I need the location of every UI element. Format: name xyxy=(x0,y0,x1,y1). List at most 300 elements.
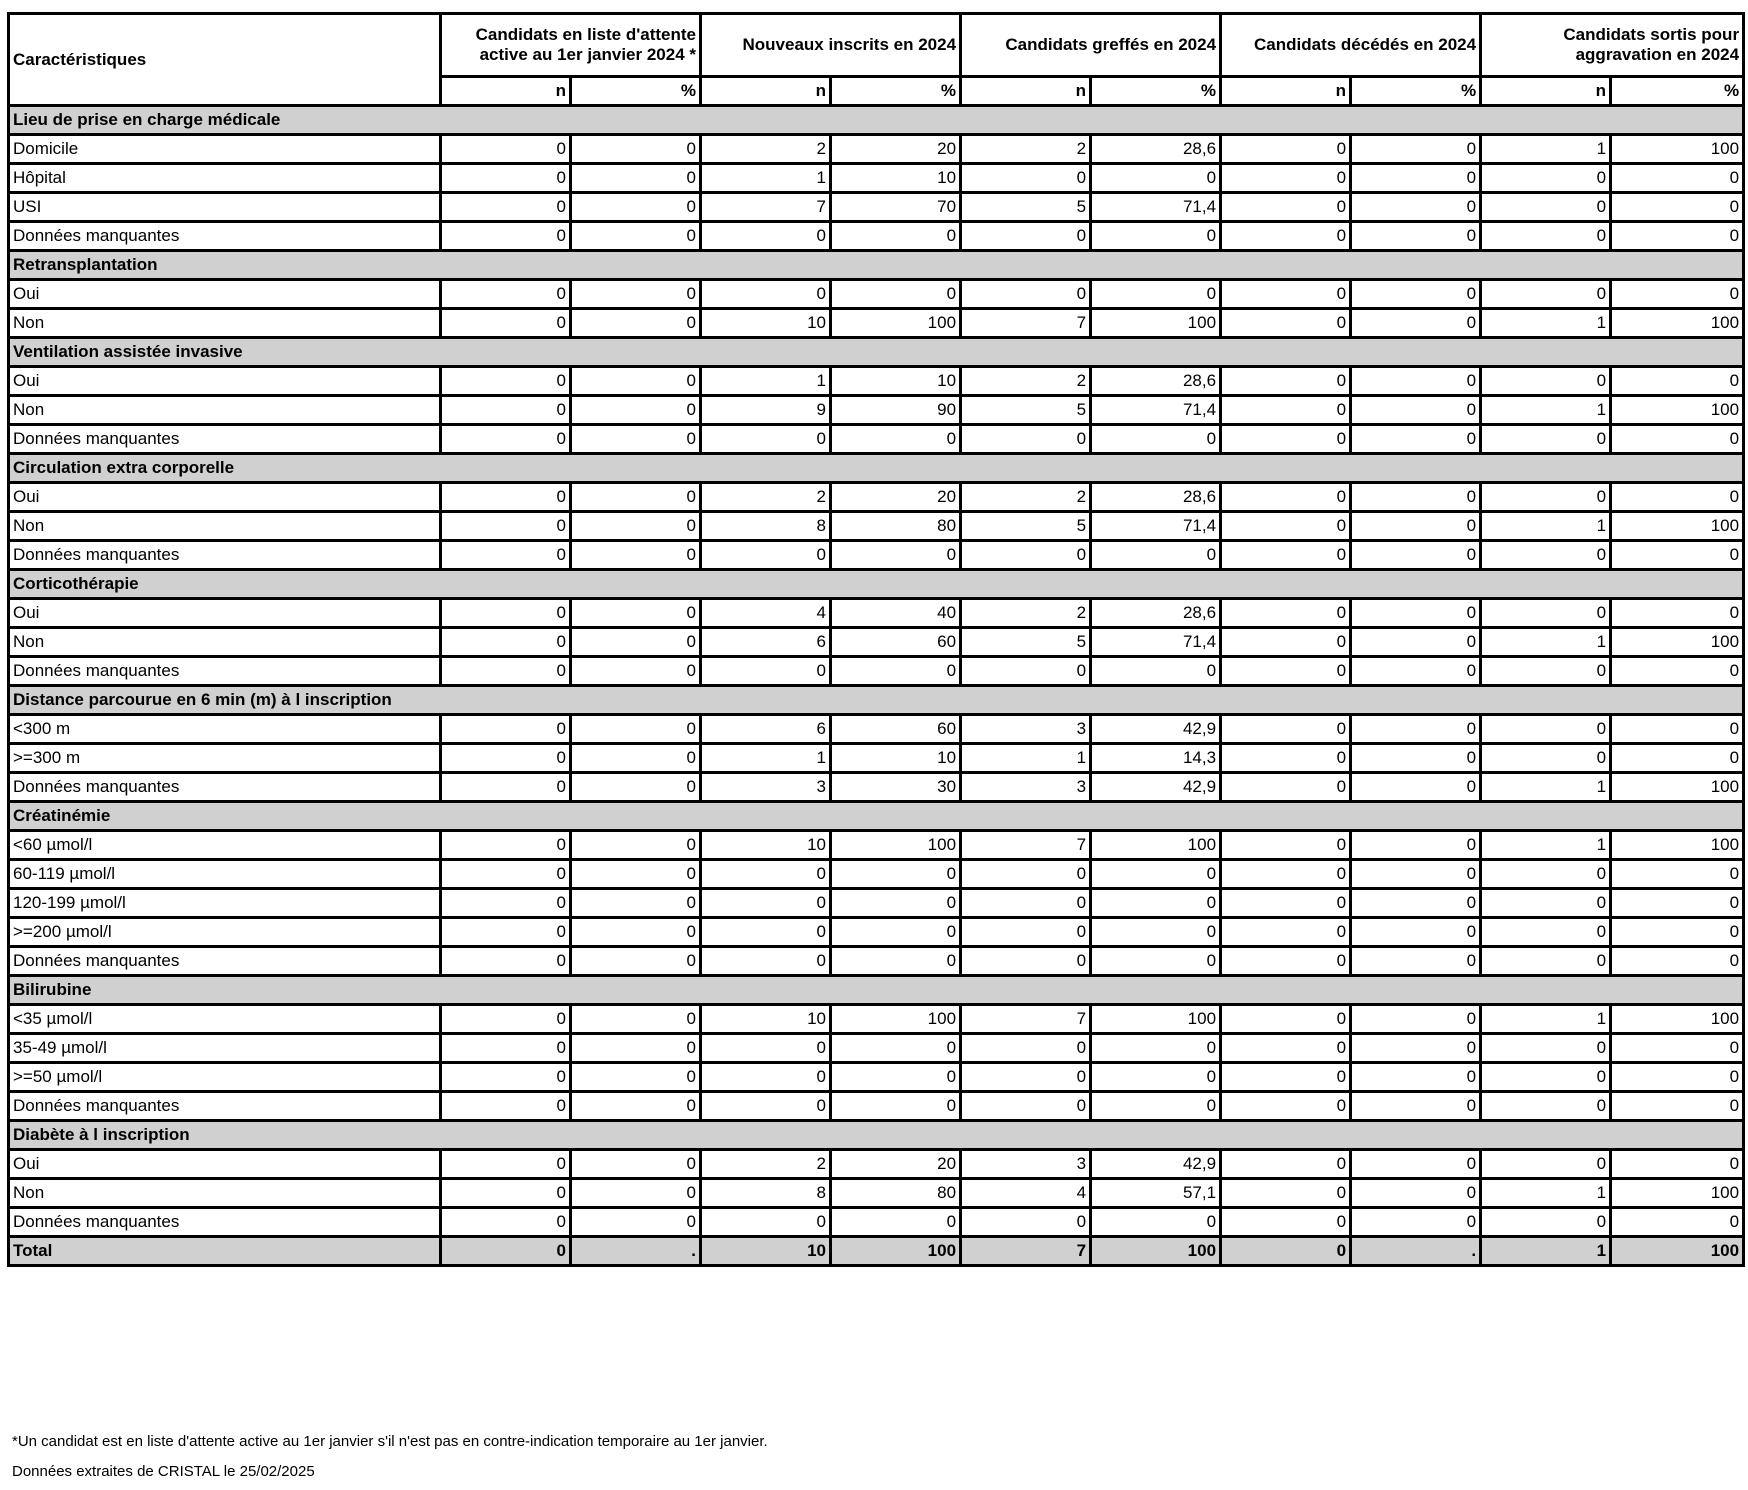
cell-percent: 0 xyxy=(1611,918,1744,947)
cell-percent: 0 xyxy=(1091,1063,1221,1092)
table-row xyxy=(9,425,1744,454)
cell-percent: 0 xyxy=(831,1034,961,1063)
cell-n: 7 xyxy=(961,1237,1091,1266)
cell-n: 0 xyxy=(1221,367,1351,396)
cell-n: 0 xyxy=(441,860,571,889)
cell-n: 7 xyxy=(961,1005,1091,1034)
cell-n: 0 xyxy=(1481,889,1611,918)
cell-n: 0 xyxy=(441,1063,571,1092)
row-label: Total xyxy=(9,1237,441,1266)
cell-percent: 0 xyxy=(1091,860,1221,889)
table-row xyxy=(9,1005,1744,1034)
cell-n: 0 xyxy=(1221,1150,1351,1179)
cell-n: 0 xyxy=(441,1034,571,1063)
cell-percent: 0 xyxy=(571,396,701,425)
cell-n: 2 xyxy=(961,599,1091,628)
table-row xyxy=(9,396,1744,425)
cell-n: 2 xyxy=(701,135,831,164)
subheader-n: n xyxy=(1221,77,1351,106)
cell-n: 0 xyxy=(441,367,571,396)
cell-n: 6 xyxy=(701,628,831,657)
cell-percent: 0 xyxy=(571,1208,701,1237)
row-label: USI xyxy=(9,193,441,222)
cell-percent: 0 xyxy=(1611,715,1744,744)
table-row xyxy=(9,193,1744,222)
row-label: <300 m xyxy=(9,715,441,744)
table-row xyxy=(9,744,1744,773)
cell-n: 0 xyxy=(1481,222,1611,251)
cell-percent: 0 xyxy=(571,628,701,657)
cell-n: 0 xyxy=(1221,309,1351,338)
cell-n: 0 xyxy=(441,1005,571,1034)
cell-n: 0 xyxy=(441,309,571,338)
cell-percent: 0 xyxy=(1351,860,1481,889)
cell-percent: 42,9 xyxy=(1091,715,1221,744)
cell-percent: 80 xyxy=(831,1179,961,1208)
cell-n: 4 xyxy=(701,599,831,628)
cell-n: 0 xyxy=(441,280,571,309)
row-label: >=50 µmol/l xyxy=(9,1063,441,1092)
cell-percent: 0 xyxy=(1611,280,1744,309)
table-row xyxy=(9,657,1744,686)
subheader-percent: % xyxy=(831,77,961,106)
table-row xyxy=(9,512,1744,541)
cell-n: 1 xyxy=(961,744,1091,773)
cell-percent: 80 xyxy=(831,512,961,541)
cell-n: 2 xyxy=(961,135,1091,164)
section-header-row xyxy=(9,106,1744,135)
header-worsening-exit: Candidats sortis pour aggravation en 2024 xyxy=(1481,14,1744,77)
row-label: Données manquantes xyxy=(9,947,441,976)
cell-percent: 0 xyxy=(1351,1208,1481,1237)
cell-percent: 71,4 xyxy=(1091,512,1221,541)
row-label: Non xyxy=(9,628,441,657)
cell-n: 0 xyxy=(1221,222,1351,251)
section-title: Distance parcourue en 6 min (m) à l inscription xyxy=(9,686,1744,715)
cell-percent: 40 xyxy=(831,599,961,628)
cell-n: 1 xyxy=(701,164,831,193)
row-label: Oui xyxy=(9,1150,441,1179)
cell-percent: 30 xyxy=(831,773,961,802)
section-title: Corticothérapie xyxy=(9,570,1744,599)
cell-percent: 0 xyxy=(831,889,961,918)
footnote: *Un candidat est en liste d'attente active au 1er janvier s'il n'est pas en contre-indication temporaire au 1er janvier. xyxy=(12,1433,768,1450)
cell-n: 1 xyxy=(1481,396,1611,425)
cell-percent: 100 xyxy=(1611,1005,1744,1034)
statistics-table xyxy=(7,12,1745,1267)
table-row xyxy=(9,541,1744,570)
row-label: 120-199 µmol/l xyxy=(9,889,441,918)
cell-percent: 0 xyxy=(1351,715,1481,744)
table-body xyxy=(9,14,1744,1266)
cell-n: 0 xyxy=(961,657,1091,686)
cell-n: 0 xyxy=(961,889,1091,918)
cell-n: 7 xyxy=(701,193,831,222)
cell-percent: 0 xyxy=(831,280,961,309)
cell-n: 0 xyxy=(1481,657,1611,686)
cell-n: 0 xyxy=(441,831,571,860)
cell-percent: 90 xyxy=(831,396,961,425)
cell-n: 0 xyxy=(701,918,831,947)
cell-percent: 0 xyxy=(1351,1179,1481,1208)
cell-n: 0 xyxy=(1481,1208,1611,1237)
cell-percent: 0 xyxy=(1611,1092,1744,1121)
cell-n: 0 xyxy=(961,541,1091,570)
cell-n: 1 xyxy=(1481,309,1611,338)
cell-n: 10 xyxy=(701,1005,831,1034)
cell-n: 0 xyxy=(441,541,571,570)
cell-n: 0 xyxy=(701,222,831,251)
cell-percent: 0 xyxy=(571,860,701,889)
cell-n: 0 xyxy=(441,744,571,773)
subheader-percent: % xyxy=(1351,77,1481,106)
cell-percent: 100 xyxy=(831,831,961,860)
cell-n: 3 xyxy=(961,715,1091,744)
cell-n: 0 xyxy=(1221,396,1351,425)
cell-percent: 14,3 xyxy=(1091,744,1221,773)
table-row xyxy=(9,135,1744,164)
section-header-row xyxy=(9,570,1744,599)
cell-percent: 0 xyxy=(1351,947,1481,976)
table-row xyxy=(9,309,1744,338)
cell-percent: 0 xyxy=(1611,541,1744,570)
cell-n: 0 xyxy=(441,135,571,164)
cell-n: 0 xyxy=(1481,1063,1611,1092)
cell-n: 0 xyxy=(1481,715,1611,744)
cell-percent: 0 xyxy=(1091,1092,1221,1121)
cell-percent: 10 xyxy=(831,367,961,396)
cell-n: 0 xyxy=(1221,164,1351,193)
table-row xyxy=(9,715,1744,744)
cell-percent: 0 xyxy=(571,309,701,338)
row-label: 60-119 µmol/l xyxy=(9,860,441,889)
cell-n: 10 xyxy=(701,1237,831,1266)
cell-percent: 0 xyxy=(1611,193,1744,222)
row-label: >=200 µmol/l xyxy=(9,918,441,947)
subheader-n: n xyxy=(1481,77,1611,106)
cell-n: 0 xyxy=(1221,1179,1351,1208)
cell-percent: 0 xyxy=(571,135,701,164)
cell-n: 0 xyxy=(1221,889,1351,918)
cell-n: 0 xyxy=(1221,744,1351,773)
table-row xyxy=(9,947,1744,976)
cell-n: 0 xyxy=(1221,657,1351,686)
row-label: Données manquantes xyxy=(9,541,441,570)
cell-percent: 0 xyxy=(1611,657,1744,686)
cell-n: 0 xyxy=(441,396,571,425)
cell-percent: 100 xyxy=(1091,1237,1221,1266)
section-header-row xyxy=(9,251,1744,280)
cell-n: 0 xyxy=(701,280,831,309)
cell-percent: 0 xyxy=(571,773,701,802)
cell-percent: 0 xyxy=(1091,918,1221,947)
row-label: Données manquantes xyxy=(9,425,441,454)
cell-percent: 10 xyxy=(831,744,961,773)
table-row xyxy=(9,773,1744,802)
cell-n: 0 xyxy=(1481,164,1611,193)
table-row xyxy=(9,628,1744,657)
cell-n: 0 xyxy=(1481,918,1611,947)
row-label: Non xyxy=(9,1179,441,1208)
cell-percent: 10 xyxy=(831,164,961,193)
cell-n: 0 xyxy=(441,1237,571,1266)
table-row xyxy=(9,599,1744,628)
row-label: <60 µmol/l xyxy=(9,831,441,860)
cell-n: 0 xyxy=(441,193,571,222)
cell-n: 0 xyxy=(1221,541,1351,570)
cell-percent: 0 xyxy=(1351,135,1481,164)
table-row xyxy=(9,1150,1744,1179)
cell-n: 2 xyxy=(961,367,1091,396)
cell-n: 0 xyxy=(1221,512,1351,541)
cell-percent: 0 xyxy=(1351,483,1481,512)
cell-percent: 0 xyxy=(1091,657,1221,686)
cell-n: 0 xyxy=(1221,628,1351,657)
section-title: Diabète à l inscription xyxy=(9,1121,1744,1150)
table-row xyxy=(9,222,1744,251)
cell-percent: 0 xyxy=(571,889,701,918)
total-row xyxy=(9,1237,1744,1266)
cell-n: 0 xyxy=(441,657,571,686)
header-deceased: Candidats décédés en 2024 xyxy=(1221,14,1481,77)
table-row xyxy=(9,1034,1744,1063)
cell-n: 3 xyxy=(961,773,1091,802)
cell-n: 2 xyxy=(961,483,1091,512)
cell-n: 0 xyxy=(1221,135,1351,164)
cell-percent: 0 xyxy=(1351,1150,1481,1179)
table-row xyxy=(9,1179,1744,1208)
table-row xyxy=(9,889,1744,918)
cell-percent: 0 xyxy=(1351,164,1481,193)
cell-n: 0 xyxy=(701,1063,831,1092)
cell-percent: 0 xyxy=(1091,947,1221,976)
cell-percent: 0 xyxy=(1351,1092,1481,1121)
row-label: Données manquantes xyxy=(9,222,441,251)
cell-n: 2 xyxy=(701,1150,831,1179)
cell-n: 0 xyxy=(1221,773,1351,802)
cell-percent: 0 xyxy=(831,1092,961,1121)
cell-n: 0 xyxy=(961,1208,1091,1237)
cell-n: 1 xyxy=(1481,1005,1611,1034)
cell-percent: 0 xyxy=(1611,164,1744,193)
cell-percent: 0 xyxy=(1351,193,1481,222)
cell-n: 0 xyxy=(961,1034,1091,1063)
cell-n: 1 xyxy=(1481,1237,1611,1266)
cell-percent: 0 xyxy=(1351,222,1481,251)
section-header-row xyxy=(9,976,1744,1005)
cell-percent: 0 xyxy=(571,483,701,512)
cell-n: 0 xyxy=(441,1208,571,1237)
cell-percent: 0 xyxy=(1091,222,1221,251)
row-label: Non xyxy=(9,512,441,541)
cell-n: 0 xyxy=(1221,483,1351,512)
cell-percent: 0 xyxy=(571,599,701,628)
cell-n: 0 xyxy=(701,1092,831,1121)
cell-n: 0 xyxy=(701,1208,831,1237)
cell-percent: 100 xyxy=(1611,309,1744,338)
cell-percent: 0 xyxy=(571,1034,701,1063)
cell-percent: 0 xyxy=(1091,280,1221,309)
row-label: Données manquantes xyxy=(9,657,441,686)
row-label: Données manquantes xyxy=(9,1092,441,1121)
header-characteristics: Caractéristiques xyxy=(9,14,441,106)
cell-percent: 0 xyxy=(1351,1034,1481,1063)
cell-n: 0 xyxy=(961,1092,1091,1121)
cell-percent: 100 xyxy=(831,309,961,338)
cell-percent: 60 xyxy=(831,715,961,744)
cell-percent: 20 xyxy=(831,135,961,164)
cell-percent: 42,9 xyxy=(1091,1150,1221,1179)
cell-n: 1 xyxy=(1481,831,1611,860)
cell-percent: 0 xyxy=(1611,889,1744,918)
cell-percent: 0 xyxy=(571,1092,701,1121)
cell-n: 8 xyxy=(701,512,831,541)
cell-n: 0 xyxy=(1481,1150,1611,1179)
cell-n: 5 xyxy=(961,512,1091,541)
cell-n: 0 xyxy=(1481,744,1611,773)
cell-percent: 0 xyxy=(1351,628,1481,657)
cell-percent: 0 xyxy=(1351,773,1481,802)
table-row xyxy=(9,483,1744,512)
cell-n: 0 xyxy=(1481,541,1611,570)
cell-percent: 0 xyxy=(571,1063,701,1092)
cell-percent: 0 xyxy=(571,512,701,541)
cell-percent: 0 xyxy=(571,222,701,251)
row-label: Oui xyxy=(9,367,441,396)
cell-percent: 100 xyxy=(831,1237,961,1266)
cell-percent: 0 xyxy=(1091,164,1221,193)
cell-n: 1 xyxy=(701,744,831,773)
table-row xyxy=(9,164,1744,193)
row-label: >=300 m xyxy=(9,744,441,773)
cell-n: 1 xyxy=(1481,512,1611,541)
cell-n: 0 xyxy=(1481,860,1611,889)
cell-percent: 42,9 xyxy=(1091,773,1221,802)
cell-percent: 28,6 xyxy=(1091,599,1221,628)
cell-percent: 0 xyxy=(571,1150,701,1179)
cell-percent: 0 xyxy=(1351,918,1481,947)
section-title: Lieu de prise en charge médicale xyxy=(9,106,1744,135)
cell-n: 0 xyxy=(1481,599,1611,628)
table-row xyxy=(9,918,1744,947)
cell-percent: 0 xyxy=(1611,1034,1744,1063)
cell-percent: 100 xyxy=(831,1005,961,1034)
cell-percent: 0 xyxy=(1611,744,1744,773)
cell-n: 0 xyxy=(1481,425,1611,454)
header-transplanted: Candidats greffés en 2024 xyxy=(961,14,1221,77)
row-label: Oui xyxy=(9,483,441,512)
cell-percent: 0 xyxy=(1611,599,1744,628)
cell-n: 0 xyxy=(961,918,1091,947)
cell-n: 0 xyxy=(1481,947,1611,976)
subheader-n: n xyxy=(961,77,1091,106)
section-title: Circulation extra corporelle xyxy=(9,454,1744,483)
cell-n: 0 xyxy=(1481,1034,1611,1063)
table-row xyxy=(9,280,1744,309)
cell-percent: 0 xyxy=(571,1179,701,1208)
table-row xyxy=(9,860,1744,889)
cell-percent: 0 xyxy=(1611,367,1744,396)
cell-n: 0 xyxy=(961,425,1091,454)
section-header-row xyxy=(9,454,1744,483)
cell-percent: 0 xyxy=(1351,367,1481,396)
header-row xyxy=(9,14,1744,77)
cell-n: 0 xyxy=(441,1150,571,1179)
cell-n: 0 xyxy=(441,1179,571,1208)
section-header-row xyxy=(9,802,1744,831)
cell-n: 0 xyxy=(441,947,571,976)
cell-n: 0 xyxy=(1481,483,1611,512)
cell-percent: 0 xyxy=(831,541,961,570)
cell-percent: 20 xyxy=(831,1150,961,1179)
cell-percent: 28,6 xyxy=(1091,135,1221,164)
cell-n: 0 xyxy=(441,918,571,947)
cell-n: 9 xyxy=(701,396,831,425)
cell-percent: 0 xyxy=(1091,541,1221,570)
cell-percent: 60 xyxy=(831,628,961,657)
cell-percent: 0 xyxy=(571,193,701,222)
cell-n: 4 xyxy=(961,1179,1091,1208)
cell-n: 1 xyxy=(1481,135,1611,164)
cell-n: 0 xyxy=(441,483,571,512)
cell-percent: 100 xyxy=(1611,831,1744,860)
cell-n: 0 xyxy=(441,773,571,802)
cell-n: 1 xyxy=(1481,773,1611,802)
cell-percent: 100 xyxy=(1611,1179,1744,1208)
subheader-percent: % xyxy=(1091,77,1221,106)
cell-n: 0 xyxy=(441,512,571,541)
row-label: Données manquantes xyxy=(9,773,441,802)
subheader-percent: % xyxy=(571,77,701,106)
header-new-registrations: Nouveaux inscrits en 2024 xyxy=(701,14,961,77)
cell-percent: 0 xyxy=(571,947,701,976)
cell-n: 0 xyxy=(441,425,571,454)
cell-n: 10 xyxy=(701,831,831,860)
cell-percent: 0 xyxy=(1351,744,1481,773)
row-label: Hôpital xyxy=(9,164,441,193)
cell-percent: 0 xyxy=(1611,947,1744,976)
cell-percent: 0 xyxy=(831,947,961,976)
cell-n: 0 xyxy=(701,541,831,570)
cell-n: 0 xyxy=(1221,193,1351,222)
cell-percent: 0 xyxy=(831,1063,961,1092)
cell-n: 5 xyxy=(961,628,1091,657)
cell-n: 0 xyxy=(1221,1208,1351,1237)
cell-n: 0 xyxy=(961,860,1091,889)
cell-n: 0 xyxy=(1481,193,1611,222)
row-label: 35-49 µmol/l xyxy=(9,1034,441,1063)
cell-percent: 100 xyxy=(1611,1237,1744,1266)
section-title: Retransplantation xyxy=(9,251,1744,280)
cell-n: 0 xyxy=(441,599,571,628)
cell-percent: 0 xyxy=(1351,512,1481,541)
cell-percent: 70 xyxy=(831,193,961,222)
cell-n: 2 xyxy=(701,483,831,512)
cell-n: 0 xyxy=(1221,831,1351,860)
cell-percent: 0 xyxy=(1351,1005,1481,1034)
cell-n: 0 xyxy=(1221,1237,1351,1266)
cell-percent: 0 xyxy=(831,425,961,454)
cell-n: 0 xyxy=(1221,280,1351,309)
cell-n: 0 xyxy=(441,889,571,918)
cell-n: 0 xyxy=(701,860,831,889)
cell-n: 0 xyxy=(1221,425,1351,454)
cell-percent: 0 xyxy=(1351,599,1481,628)
cell-n: 0 xyxy=(441,164,571,193)
cell-n: 6 xyxy=(701,715,831,744)
data-source-note: Données extraites de CRISTAL le 25/02/2025 xyxy=(12,1463,315,1480)
cell-n: 0 xyxy=(1221,918,1351,947)
